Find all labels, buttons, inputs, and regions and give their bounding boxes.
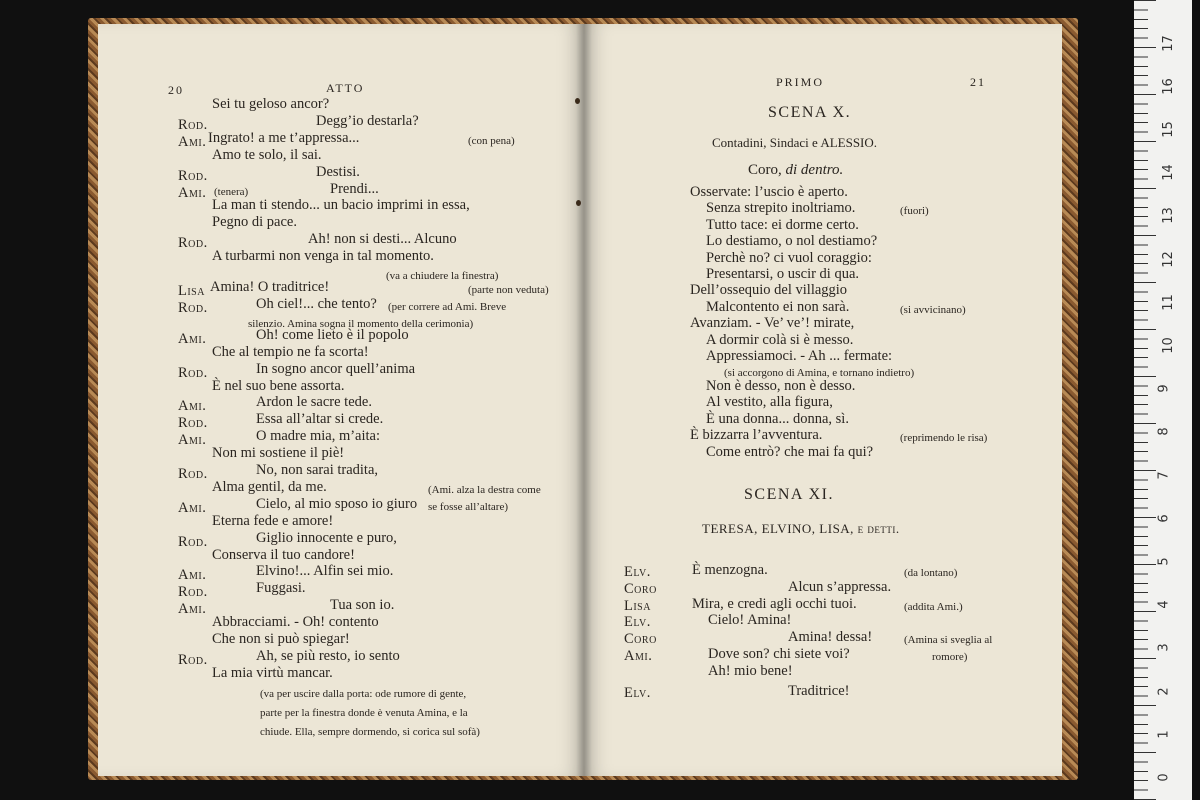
measurement-ruler <box>1134 0 1192 800</box>
dialogue-line: Abbracciami. - Oh! contento <box>212 614 379 631</box>
ruler-tick-label: 8 <box>1156 427 1172 437</box>
dialogue-line: Amo te solo, il sai. <box>212 146 322 163</box>
dialogue-line: Degg’io destarla? <box>316 112 419 129</box>
speaker-name: Elv. <box>624 564 651 580</box>
stage-direction: parte per la finestra donde è venuta Amina, e la <box>260 706 468 719</box>
stage-direction: silenzio. Amina sogna il momento della cerimonia) <box>248 317 474 330</box>
dialogue-line: Cielo, al mio sposo io giuro <box>256 495 418 512</box>
speaker-name: Coro <box>624 631 657 648</box>
dialogue-line: Osservate: l’uscio è aperto. <box>690 184 848 200</box>
page-number: 20 <box>168 83 184 97</box>
stage-direction: (va per uscire dalla porta: ode rumore di gente, <box>260 687 467 700</box>
dialogue-line: Conserva il tuo candore! <box>212 546 355 563</box>
dialogue-line: Avanziam. - Ve’ ve’! mirate, <box>690 315 855 332</box>
dialogue-line: Che non si può spiegar! <box>212 631 350 647</box>
stage-direction: (va a chiudere la finestra) <box>386 270 499 282</box>
dialogue-line: Essa all’altar si crede. <box>256 411 384 428</box>
dialogue-line: Pegno di pace. <box>212 214 297 231</box>
scene-title: SCENA X. <box>768 104 852 121</box>
stage-direction: (reprimendo le risa) <box>900 432 988 445</box>
ruler-tick-label: 14 <box>1160 164 1176 181</box>
ruler-tick-label: 6 <box>1156 514 1172 523</box>
dialogue-line: A dormir colà si è messo. <box>706 331 854 348</box>
stage-direction: se fosse all’altare) <box>428 500 509 513</box>
dialogue-line: Come entrò? che mai fa qui? <box>706 443 874 460</box>
dialogue-line: Alcun s’appressa. <box>788 578 892 595</box>
dialogue-line: Non mi sostiene il piè! <box>212 445 345 462</box>
dialogue-line: O madre mia, m’aita: <box>256 428 381 445</box>
ruler-tick-label: 2 <box>1156 686 1172 696</box>
speaker-name: Lisa <box>178 283 205 299</box>
dialogue-line: Destisi. <box>316 163 360 180</box>
speaker-name: Ami. <box>178 330 207 347</box>
stage-direction: chiude. Ella, sempre dormendo, si corica sul sofà) <box>260 725 480 738</box>
stage-direction: (si avvicinano) <box>900 303 966 316</box>
dialogue-line: Mira, e credi agli occhi tuoi. <box>692 595 857 612</box>
dialogue-line: Ah! non si desti... Alcuno <box>308 231 457 248</box>
ruler-tick-label: 16 <box>1160 78 1176 95</box>
ruler-tick-label: 11 <box>1160 294 1176 311</box>
dialogue-line: Senza strepito inoltriamo. <box>706 200 856 217</box>
dialogue-line: Presentarsi, o uscir di qua. <box>706 266 860 282</box>
dialogue-line: Alma gentil, da me. <box>212 478 327 495</box>
dialogue-line: Fuggasi. <box>256 580 306 597</box>
ruler-tick-label: 4 <box>1156 600 1172 609</box>
chorus-prefix: Coro, <box>748 162 782 178</box>
dialogue-line: Ah, se più resto, io sento <box>256 647 400 664</box>
stage-direction: (parte non veduta) <box>468 284 549 296</box>
stage-direction: (Amina si sveglia al <box>904 634 993 647</box>
dialogue-line: Prendi... <box>330 180 379 197</box>
dialogue-line: Lo destiamo, o nol destiamo? <box>706 233 878 250</box>
dialogue-line: Non è desso, non è desso. <box>706 377 856 394</box>
speaker-name: Rod. <box>178 167 208 184</box>
speaker-name: Elv. <box>624 684 651 701</box>
speaker-name: Ami. <box>178 601 207 618</box>
stage-direction: (per correre ad Ami. Breve <box>388 300 507 313</box>
ruler-tick-label: 12 <box>1160 250 1176 268</box>
dialogue-line: La mia virtù mancar. <box>212 664 333 681</box>
dialogue-line: Dove son? chi siete voi? <box>708 646 850 662</box>
speaker-name: Rod. <box>178 364 208 381</box>
scene-cast: TERESA, ELVINO, LISA, e detti. <box>702 521 900 536</box>
ruler-tick-label: 9 <box>1156 384 1172 393</box>
speaker-name: Rod. <box>178 116 208 133</box>
speaker-name: Coro <box>624 580 657 597</box>
speaker-name: Rod. <box>178 299 208 316</box>
dialogue-line: Traditrice! <box>788 682 850 699</box>
ruler-tick-label: 10 <box>1160 337 1176 354</box>
ruler-tick-label: 17 <box>1160 34 1176 52</box>
dialogue-line: È nel suo bene assorta. <box>212 377 345 394</box>
speaker-name: Rod. <box>178 584 208 601</box>
dialogue-line: Amina! dessa! <box>788 629 873 646</box>
dialogue-line: Appressiamoci. - Ah ... fermate: <box>706 348 893 364</box>
dialogue-line: Eterna fede e amore! <box>212 512 334 529</box>
stage-direction: (con pena) <box>468 134 515 147</box>
dialogue-line: Oh ciel!... che tento? <box>256 295 377 312</box>
speaker-name: Ami. <box>178 133 207 150</box>
stage-direction: romore) <box>932 651 968 663</box>
speaker-name: Rod. <box>178 415 208 432</box>
binding-hole <box>576 200 581 206</box>
book-gutter <box>576 24 592 776</box>
dialogue-line: Al vestito, alla figura, <box>706 394 833 411</box>
right-page <box>584 24 1062 776</box>
stage-direction: (da lontano) <box>904 567 958 579</box>
speaker-name: Rod. <box>178 235 208 252</box>
dialogue-line: Ardon le sacre tede. <box>256 394 372 411</box>
stage-direction: (Ami. alza la destra come <box>428 483 541 496</box>
dialogue-line: Cielo! Amina! <box>708 612 792 629</box>
dialogue-line: La man ti stendo... un bacio imprimi in essa, <box>212 197 470 214</box>
running-head: ATTO <box>326 81 365 95</box>
dialogue-line: Malcontento ei non sarà. <box>706 298 850 315</box>
dialogue-line: Dell’ossequio del villaggio <box>690 282 848 299</box>
speaker-name: Rod. <box>178 651 208 668</box>
dialogue-line: Amina! O traditrice! <box>210 279 330 295</box>
dialogue-line: Perchè no? ci vuol coraggio: <box>706 249 872 266</box>
scene-title: SCENA XI. <box>744 486 834 503</box>
ruler-tick-label: 15 <box>1160 121 1176 138</box>
speaker-name: Ami. <box>178 432 207 449</box>
dialogue-line: Che al tempio ne fa scorta! <box>212 343 369 360</box>
speaker-name: Ami. <box>178 398 207 415</box>
speaker-name: Elv. <box>624 614 651 631</box>
dialogue-line: Giglio innocente e puro, <box>256 529 397 546</box>
page-number: 21 <box>970 75 986 89</box>
dialogue-line: Tutto tace: ei dorme certo. <box>706 216 859 233</box>
stage-direction: (tenera) <box>214 185 249 198</box>
stage-direction: (si accorgono di Amina, e tornano indietro) <box>724 366 915 379</box>
dialogue-line: Oh! come lieto è il popolo <box>256 326 409 343</box>
scene-cast: Contadini, Sindaci e ALESSIO. <box>712 135 878 150</box>
dialogue-line: In sogno ancor quell’anima <box>256 360 416 377</box>
ruler-tick-label: 7 <box>1156 470 1172 480</box>
dialogue-line: Elvino!... Alfin sei mio. <box>256 563 394 580</box>
ruler-tick-label: 13 <box>1160 207 1176 225</box>
speaker-name: Lisa <box>624 597 651 614</box>
dialogue-line: Ingrato! a me t’appressa... <box>208 129 360 146</box>
dialogue-line: È bizzarra l’avventura. <box>690 427 823 444</box>
dialogue-line: È menzogna. <box>692 562 768 578</box>
speaker-name: Ami. <box>178 567 207 584</box>
chorus-heading <box>748 162 843 179</box>
speaker-name: Ami. <box>178 184 207 201</box>
dialogue-line: Tua son io. <box>330 597 395 614</box>
speaker-name: Ami. <box>624 648 653 664</box>
binding-hole <box>575 98 580 104</box>
chorus-direction: di dentro. <box>785 162 844 178</box>
speaker-name: Rod. <box>178 466 208 482</box>
stage-direction: (fuori) <box>900 205 929 218</box>
dialogue-line: Ah! mio bene! <box>708 662 793 679</box>
running-head: PRIMO <box>776 75 825 89</box>
speaker-name: Rod. <box>178 533 208 550</box>
dialogue-line: Sei tu geloso ancor? <box>212 96 330 112</box>
speaker-name: Ami. <box>178 499 207 516</box>
dialogue-line: È una donna... donna, sì. <box>706 410 849 427</box>
ruler-tick-label: 1 <box>1156 730 1172 739</box>
stage-direction: (addita Ami.) <box>904 600 963 613</box>
ruler-tick-label: 3 <box>1156 643 1172 653</box>
ruler-tick-label: 5 <box>1156 557 1172 566</box>
left-page <box>98 24 584 776</box>
ruler-tick-label: 0 <box>1156 773 1172 782</box>
dialogue-line: No, non sarai tradita, <box>256 462 379 478</box>
dialogue-line: A turbarmi non venga in tal momento. <box>212 248 434 265</box>
